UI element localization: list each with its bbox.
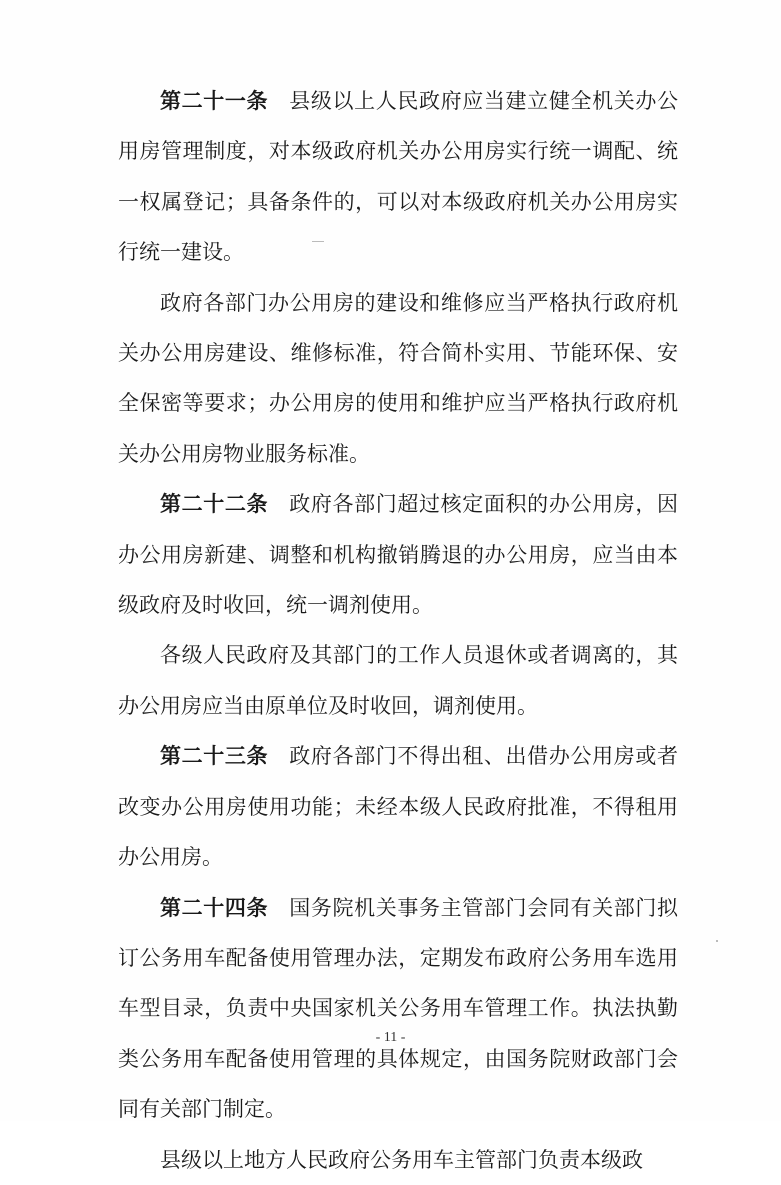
paragraph-article-24 <box>118 883 678 1135</box>
paragraph-text: 县级以上地方人民政府公务用车主管部门负责本级政 <box>160 1147 643 1172</box>
page-number: - 11 - <box>375 1030 406 1045</box>
article-heading: 第二十一条 <box>160 89 269 113</box>
paragraph <box>118 630 678 731</box>
paragraph <box>118 1135 678 1185</box>
article-heading: 第二十二条 <box>160 492 269 517</box>
document-body <box>118 76 678 1185</box>
article-heading: 第二十三条 <box>160 744 269 769</box>
paragraph-text: 政府各部门办公用房的建设和维修应当严格执行政府机关办公用房建设、维修标准，符合简朴实用、节能环保、安全保密等要求；办公用房的使用和维护应当严格执行政府机关办公用房物业服务标准。 <box>118 290 678 466</box>
paragraph-article-23 <box>118 731 678 882</box>
paragraph-text: 县级以上人民政府应当建立健全机关办公用房管理制度，对本级政府机关办公用房实行统一调配、统一权属登记；具备条件的，可以对本级政府机关办公用房实行统一建设。 <box>118 89 679 265</box>
paragraph-article-21 <box>118 76 678 278</box>
paragraph-article-22 <box>118 479 678 630</box>
article-heading: 第二十四条 <box>160 895 269 920</box>
paragraph-text: 各级人民政府及其部门的工作人员退休或者调离的，其办公用房应当由原单位及时收回，调剂使用。 <box>118 643 678 718</box>
paragraph <box>118 278 678 480</box>
scan-mark <box>716 940 718 942</box>
paragraph-text: 国务院机关事务主管部门会同有关部门拟订公务用车配备使用管理办法，定期发布政府公务用车选用车型目录，负责中央国家机关公务用车管理工作。执法执勤类公务用车配备使用管理的具体规定，由国务院财政部门会同有关部门制定。 <box>118 895 679 1122</box>
paragraph-text: 政府各部门超过核定面积的办公用房，因办公用房新建、调整和机构撤销腾退的办公用房，应当由本级政府及时收回，统一调剂使用。 <box>118 492 679 618</box>
paragraph-text: 政府各部门不得出租、出借办公用房或者改变办公用房使用功能；未经本级人民政府批准，不得租用办公用房。 <box>118 744 679 870</box>
